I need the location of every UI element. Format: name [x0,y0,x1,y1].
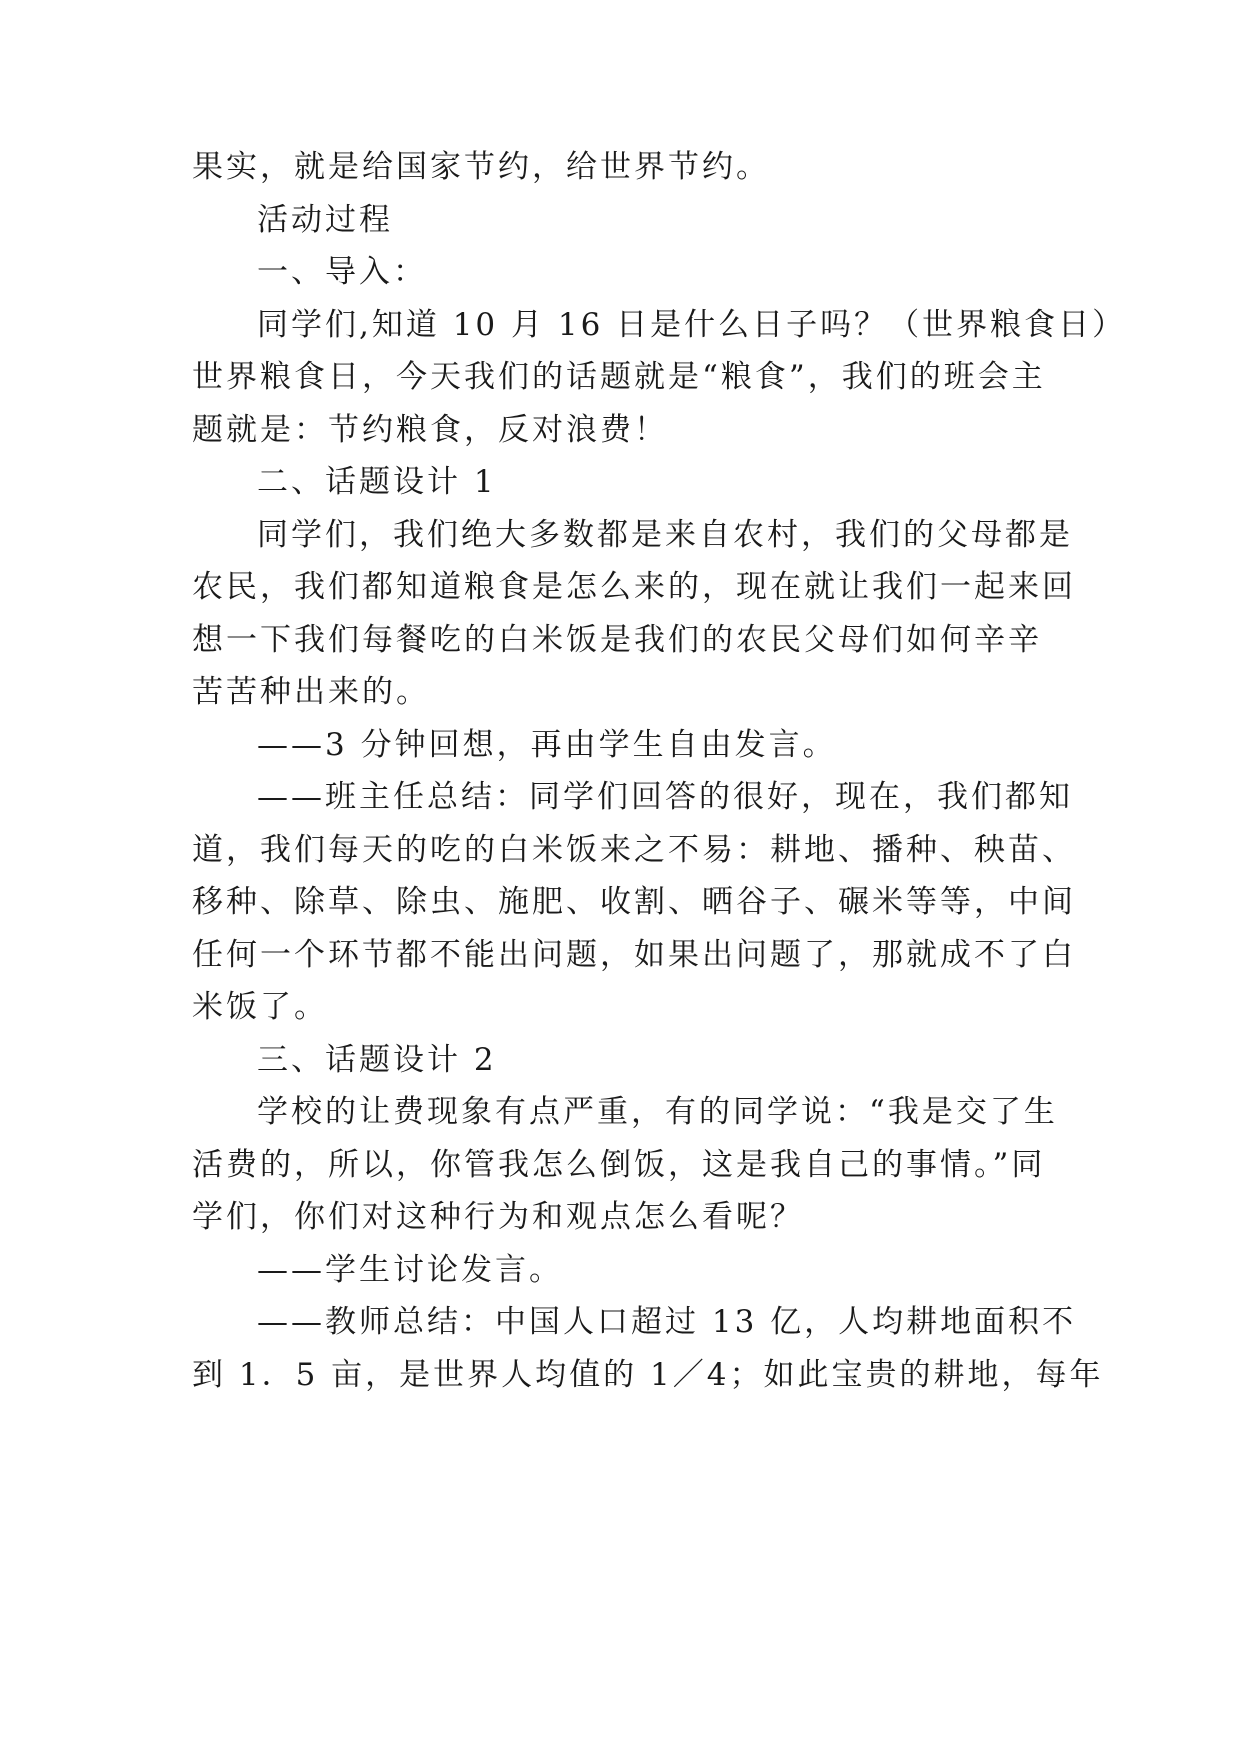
paragraph-line: 农民，我们都知道粮食是怎么来的，现在就让我们一起来回 [192,569,1076,605]
paragraph-line: 到 1．5 亩，是世界人均值的 1／4；如此宝贵的耕地，每年 [192,1357,1104,1393]
paragraph-line: ——学生讨论发言。 [257,1252,563,1288]
paragraph-line: ——3 分钟回想，再由学生自由发言。 [257,727,837,763]
paragraph-line: 米饭了。 [192,989,328,1025]
paragraph-line: 想一下我们每餐吃的白米饭是我们的农民父母们如何辛辛 [192,622,1042,658]
paragraph-line: 活费的，所以，你管我怎么倒饭，这是我自己的事情。”同 [192,1147,1046,1183]
section-heading: 活动过程 [257,202,393,238]
paragraph-line: 同学们，我们绝大多数都是来自农村，我们的父母都是 [257,517,1073,553]
paragraph-line: 学校的让费现象有点严重，有的同学说：“我是交了生 [257,1094,1058,1130]
paragraph-line: ——教师总结：中国人口超过 13 亿，人均耕地面积不 [257,1304,1077,1340]
paragraph-line: ——班主任总结：同学们回答的很好，现在，我们都知 [257,779,1073,815]
paragraph-line: 世界粮食日，今天我们的话题就是“粮食”，我们的班会主 [192,359,1046,395]
section-heading: 三、话题设计 2 [257,1042,497,1078]
paragraph-line: 道，我们每天的吃的白米饭来之不易：耕地、播种、秧苗、 [192,832,1076,868]
paragraph-line: 题就是：节约粮食，反对浪费！ [192,412,668,448]
paragraph-line: 苦苦种出来的。 [192,674,430,710]
paragraph-line: 果实，就是给国家节约，给世界节约。 [192,149,770,185]
paragraph-line: 任何一个环节都不能出问题，如果出问题了，那就成不了白 [192,937,1076,973]
section-heading: 二、话题设计 1 [257,464,497,500]
section-heading: 一、导入： [257,254,427,290]
paragraph-line: 移种、除草、除虫、施肥、收割、晒谷子、碾米等等，中间 [192,884,1076,920]
paragraph-line: 学们，你们对这种行为和观点怎么看呢？ [192,1199,804,1235]
paragraph-line: 同学们,知道 10 月 16 日是什么日子吗？（世界粮食日） [257,307,1127,343]
